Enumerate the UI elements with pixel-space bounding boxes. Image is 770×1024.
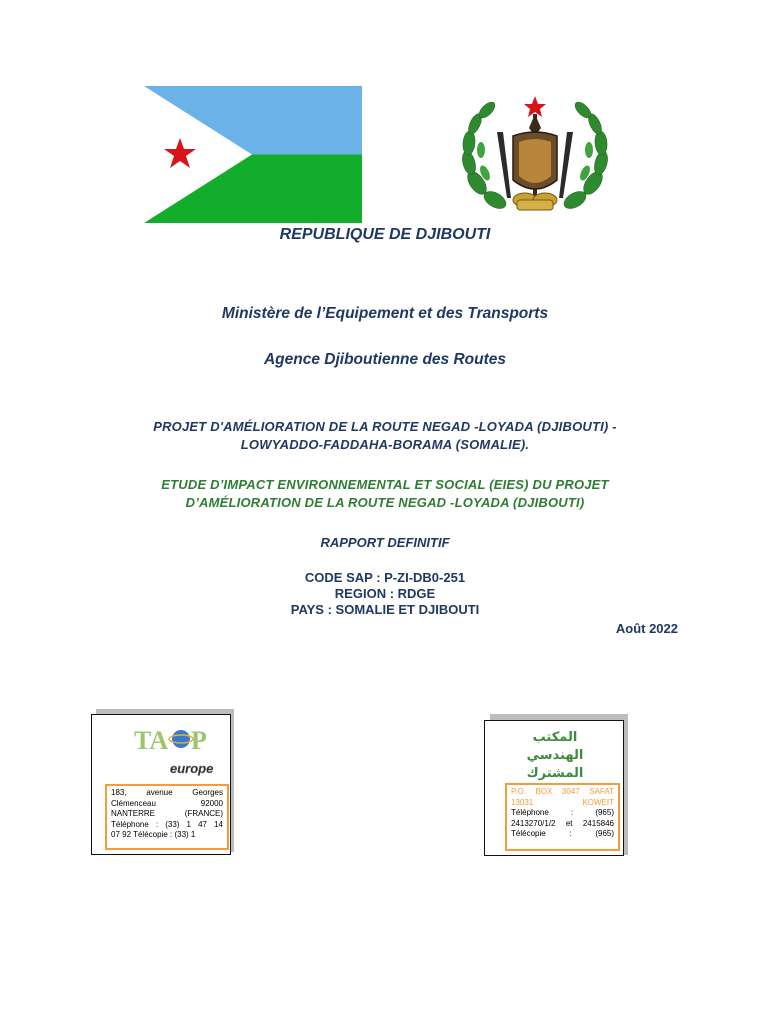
code-sap: CODE SAP : P-ZI-DB0-251 — [304, 570, 466, 585]
taep-address: 183, avenue Georges Clémenceau 92000 NANTERRE (FRANCE) Téléphone : (33) 1 47 14 07 92 Télécopie : (33) 1 — [105, 784, 229, 850]
country: PAYS : SOMALIE ET DJIBOUTI — [290, 602, 480, 617]
project-title — [0, 418, 770, 454]
republic-title: REPUBLIQUE DE DJIBOUTI — [279, 226, 491, 243]
project-title-line1: PROJET D'AMÉLIORATION DE LA ROUTE NEGAD -LOYADA (DJIBOUTI) - — [153, 419, 617, 434]
study-title-line1: ETUDE D’IMPACT ENVIRONNEMENTAL ET SOCIAL (EIES) DU PROJET — [161, 477, 609, 492]
globe-icon — [172, 730, 190, 748]
report-label: RAPPORT DEFINITIF — [320, 535, 450, 550]
svg-text:P: P — [191, 726, 207, 755]
taep-letters: TA — [134, 726, 169, 755]
arabic-calligraphy-logo — [485, 721, 623, 791]
djibouti-flag — [144, 86, 362, 223]
study-title-line2: D’AMÉLIORATION DE LA ROUTE NEGAD -LOYADA (DJIBOUTI) — [185, 495, 585, 510]
svg-text:الهندسي: الهندسي — [526, 748, 584, 763]
project-title-line2: LOWYADDO-FADDAHA-BORAMA (SOMALIE). — [240, 437, 530, 452]
report-date: Août 2022 — [615, 621, 678, 636]
svg-text:المكتب: المكتب — [532, 730, 578, 745]
study-title — [0, 476, 770, 512]
region: REGION : RDGE — [334, 586, 436, 601]
arabic-office-address: P.O. BOX 3047 SAFAT 13031 KOWEIT Téléphone : (965) 2413270/1/2 et 2415846 Télécopie : (965) — [505, 783, 620, 851]
taep-logo — [92, 715, 230, 785]
agency-title: Agence Djiboutienne des Routes — [263, 351, 506, 368]
code-block — [0, 570, 770, 618]
national-emblem — [455, 88, 615, 228]
svg-text:المشترك: المشترك — [526, 766, 584, 781]
ministry-title: Ministère de l’Equipement et des Transports — [221, 305, 549, 322]
europe-text: europe — [170, 761, 214, 776]
